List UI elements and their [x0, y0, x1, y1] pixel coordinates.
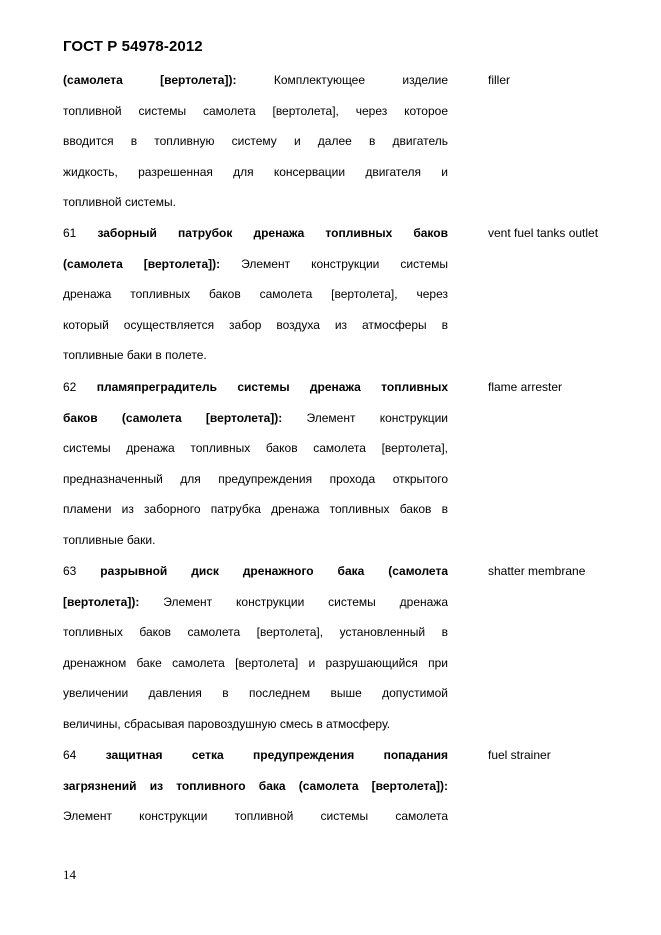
definition-line: топливной системы. — [63, 195, 176, 210]
term-number: 61 — [63, 226, 77, 240]
definition-line — [63, 72, 448, 103]
term-number: 63 — [63, 564, 77, 578]
definition-text: Комплектующее изделие — [236, 73, 448, 87]
term-name: (самолета [вертолета]): — [63, 73, 237, 87]
definition-line: вводится в топливную систему и далее в двигатель — [63, 134, 448, 149]
definition-line: величины, сбрасывая паровоздушную смесь в атмосферу. — [63, 716, 391, 731]
definition-line: который осуществляется забор воздуха из атмосферы в — [63, 317, 448, 332]
term-name: пламяпреградитель системы дренажа топливных — [96, 380, 448, 394]
definition-line — [63, 778, 448, 809]
term-name: загрязнений из топливного бака (самолета [вертолета]): — [63, 778, 448, 793]
definition-line — [63, 594, 448, 625]
english-equivalent: shatter membrane — [488, 564, 586, 578]
term-name: заборный патрубок дренажа топливных баков — [97, 226, 448, 240]
term-name: разрывной диск дренажного бака (самолета — [100, 564, 448, 578]
english-equivalent: fuel strainer — [488, 748, 551, 762]
definition-line — [63, 256, 448, 287]
definition-line: топливных баков самолета [вертолета], установленный в — [63, 625, 448, 640]
definition-line: дренажном баке самолета [вертолета] и разрушающийся при — [63, 655, 448, 670]
definition-text: Элемент конструкции системы — [220, 256, 448, 271]
term-name: баков (самолета [вертолета]): — [63, 410, 283, 425]
definition-line — [63, 225, 448, 256]
definition-line — [63, 379, 448, 410]
english-equivalent: vent fuel tanks outlet — [488, 226, 599, 240]
term-entry-filler — [63, 72, 448, 225]
definition-line: дренажа топливных баков самолета [вертолета], через — [63, 287, 448, 302]
definition-line: пламени из заборного патрубка дренажа топливных баков в — [63, 502, 448, 517]
document-header: ГОСТ Р 54978-2012 — [63, 38, 203, 55]
definition-line: увеличении давления в последнем выше допустимой — [63, 686, 448, 701]
term-name: защитная сетка предупреждения попадания — [105, 748, 448, 762]
term-number: 64 — [63, 748, 77, 762]
term-entry-64 — [63, 747, 448, 839]
definition-line: жидкость, разрешенная для консервации двигателя и — [63, 164, 448, 179]
term-entry-63 — [63, 563, 448, 747]
definition-line: топливные баки. — [63, 532, 156, 547]
english-equivalent: filler — [488, 73, 511, 87]
definition-line: Элемент конструкции топливной системы самолета — [63, 809, 448, 824]
definition-line: топливные баки в полете. — [63, 348, 207, 363]
term-number: 62 — [63, 380, 77, 394]
definition-line — [63, 563, 448, 594]
definition-line — [63, 410, 448, 441]
term-name: [вертолета]): — [63, 594, 140, 609]
definition-line: системы дренажа топливных баков самолета [вертолета], — [63, 441, 448, 456]
definition-line — [63, 747, 448, 778]
english-equivalent: flame arrester — [488, 380, 563, 394]
definition-line: топливной системы самолета [вертолета], через которое — [63, 103, 448, 118]
term-entry-62 — [63, 379, 448, 563]
term-entry-61 — [63, 225, 448, 378]
page-number: 14 — [63, 867, 76, 882]
definition-text: Элемент конструкции — [282, 410, 448, 425]
definition-line: предназначенный для предупреждения прохода открытого — [63, 471, 448, 486]
definition-text: Элемент конструкции системы дренажа — [139, 594, 448, 609]
term-name: (самолета [вертолета]): — [63, 256, 221, 271]
